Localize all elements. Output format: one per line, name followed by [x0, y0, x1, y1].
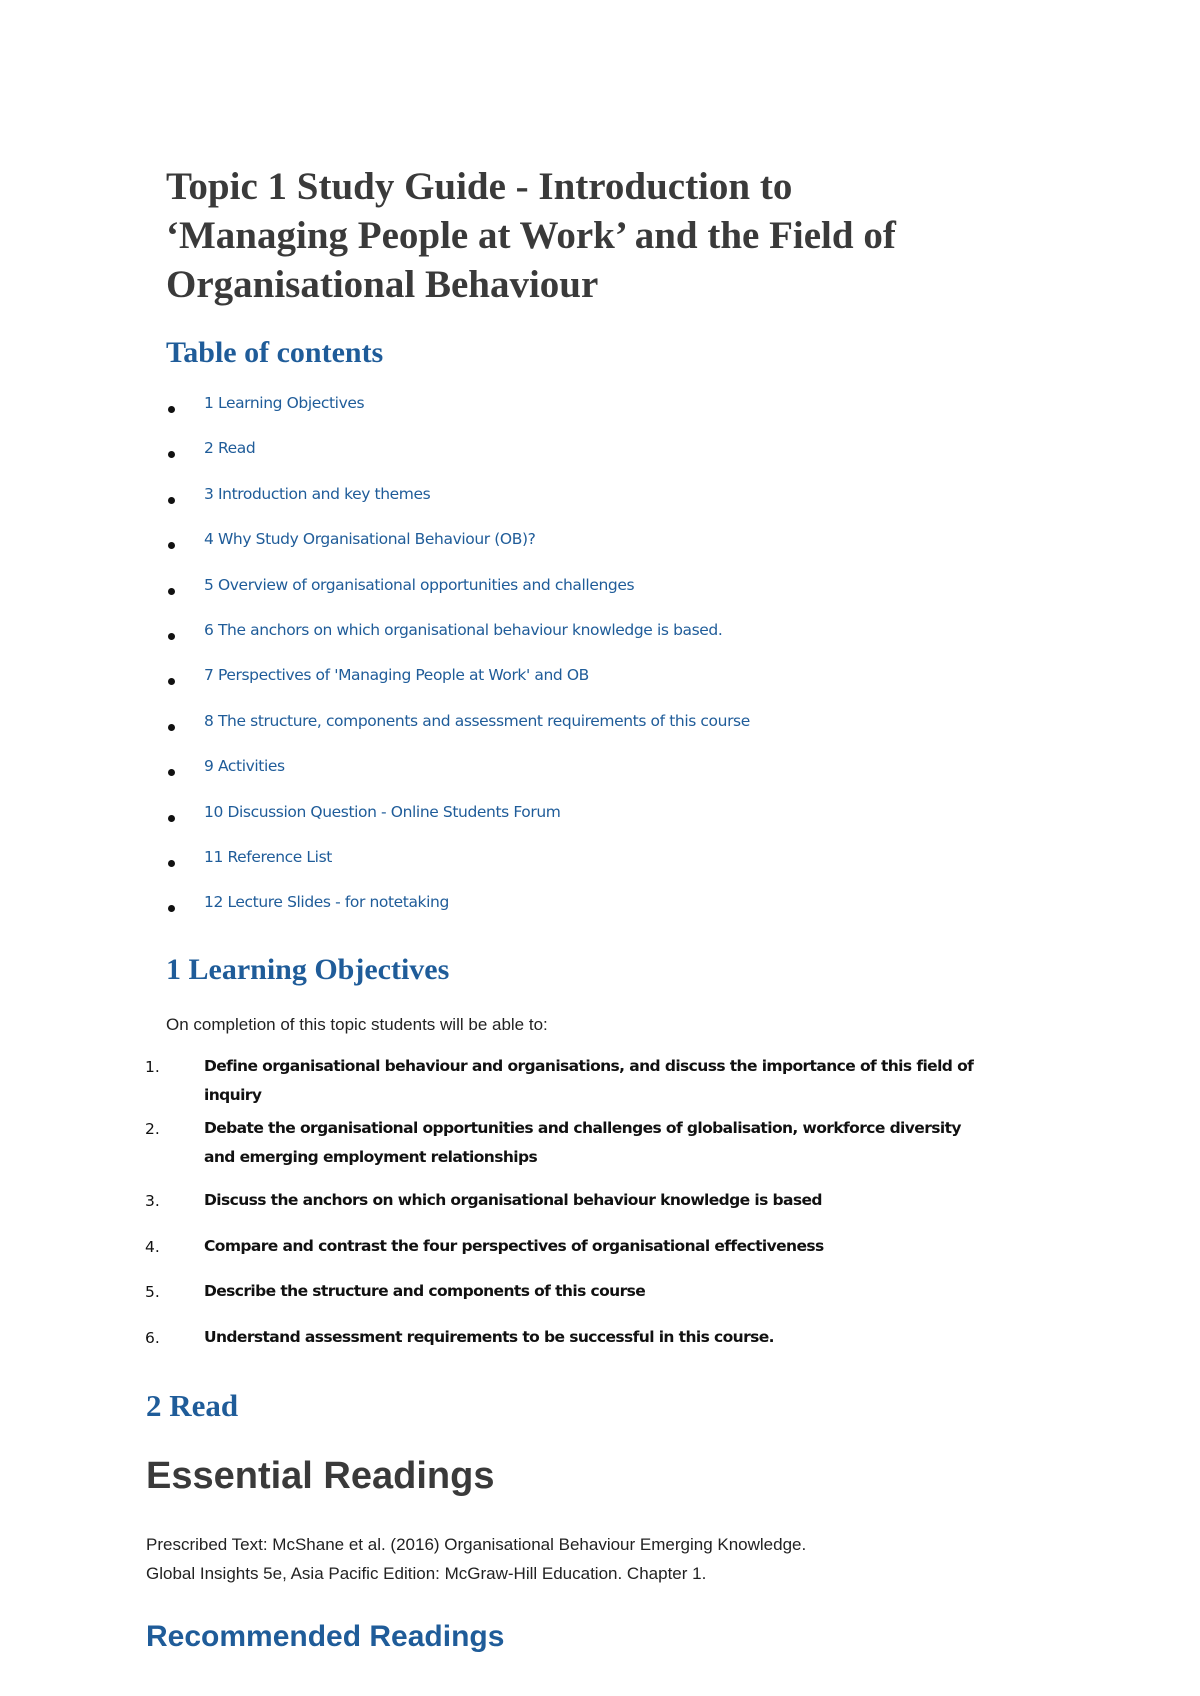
bullet-icon [168, 678, 175, 685]
objective-number: 6. [145, 1328, 160, 1347]
toc-link-perspectives[interactable]: 7 Perspectives of 'Managing People at Work' and OB [204, 666, 589, 685]
toc-item [166, 483, 1066, 528]
read-heading: 2 Read [146, 1388, 239, 1423]
objective-item [140, 1329, 1040, 1375]
objective-text: Debate the organisational opportunities and challenges of globalisation, workforce diversity and emerging employment relationships [204, 1119, 961, 1166]
learning-objectives-heading: 1 Learning Objectives [166, 953, 450, 986]
toc-item [166, 619, 1066, 664]
prescribed-line: Prescribed Text: McShane et al. (2016) Organisational Behaviour Emerging Knowledge. [146, 1535, 807, 1554]
toc-item [166, 437, 1066, 482]
objective-number: 5. [145, 1283, 160, 1301]
objective-text: Compare and contrast the four perspectives of organisational effectiveness [204, 1236, 824, 1255]
toc-link-why-study-ob[interactable]: 4 Why Study Organisational Behaviour (OB)? [204, 530, 536, 549]
toc-link-lecture-slides[interactable]: 12 Lecture Slides - for notetaking [204, 893, 449, 912]
objective-item [140, 1120, 1040, 1192]
bullet-icon [168, 724, 175, 731]
toc-item [166, 574, 1066, 619]
objective-text: Define organisational behaviour and organisations, and discuss the importance of this field of inquiry [204, 1057, 974, 1104]
toc-item [166, 755, 1066, 800]
prescribed-text [146, 1530, 1046, 1588]
toc-link-overview[interactable]: 5 Overview of organisational opportunities and challenges [204, 575, 635, 594]
bullet-icon [168, 406, 175, 413]
toc-item [166, 664, 1066, 709]
objective-text: Discuss the anchors on which organisational behaviour knowledge is based [204, 1191, 822, 1209]
objective-text: Describe the structure and components of this course [204, 1282, 646, 1300]
toc-link-anchors[interactable]: 6 The anchors on which organisational behaviour knowledge is based. [204, 620, 723, 639]
toc-item [166, 801, 1066, 846]
toc-link-learning-objectives[interactable]: 1 Learning Objectives [204, 394, 365, 412]
bullet-icon [168, 905, 175, 912]
title-line: Organisational Behaviour [166, 263, 599, 306]
objective-number: 4. [145, 1237, 160, 1256]
page-title [166, 162, 1026, 309]
table-of-contents [166, 392, 1066, 937]
bullet-icon [168, 633, 175, 640]
bullet-icon [168, 451, 175, 458]
toc-link-read[interactable]: 2 Read [204, 439, 256, 458]
title-line: ‘Managing People at Work’ and the Field of [166, 214, 896, 257]
toc-item [166, 710, 1066, 755]
toc-heading: Table of contents [166, 336, 384, 369]
recommended-readings-heading: Recommended Readings [146, 1620, 505, 1653]
toc-link-structure[interactable]: 8 The structure, components and assessment requirements of this course [204, 711, 750, 730]
bullet-icon [168, 815, 175, 822]
toc-link-activities[interactable]: 9 Activities [204, 757, 285, 776]
toc-item [166, 846, 1066, 891]
objective-number: 3. [145, 1192, 160, 1210]
objective-item [140, 1058, 1040, 1120]
objective-number: 1. [145, 1058, 160, 1076]
toc-item [166, 528, 1066, 573]
bullet-icon [168, 769, 175, 776]
bullet-icon [168, 588, 175, 595]
bullet-icon [168, 860, 175, 867]
essential-readings-heading: Essential Readings [146, 1455, 495, 1497]
toc-link-discussion[interactable]: 10 Discussion Question - Online Students Forum [204, 802, 561, 821]
prescribed-line: Global Insights 5e, Asia Pacific Edition: McGraw-Hill Education. Chapter 1. [146, 1564, 707, 1583]
title-line: Topic 1 Study Guide - Introduction to [166, 165, 793, 208]
toc-item [166, 891, 1066, 936]
bullet-icon [168, 542, 175, 549]
learning-objectives-intro: On completion of this topic students will be able to: [166, 1015, 548, 1034]
learning-objectives-list [140, 1058, 1040, 1374]
bullet-icon [168, 497, 175, 504]
toc-link-introduction[interactable]: 3 Introduction and key themes [204, 484, 431, 503]
objective-number: 2. [145, 1120, 160, 1138]
toc-item [166, 392, 1066, 437]
objective-text: Understand assessment requirements to be successful in this course. [204, 1327, 774, 1346]
toc-link-reference-list[interactable]: 11 Reference List [204, 847, 332, 866]
